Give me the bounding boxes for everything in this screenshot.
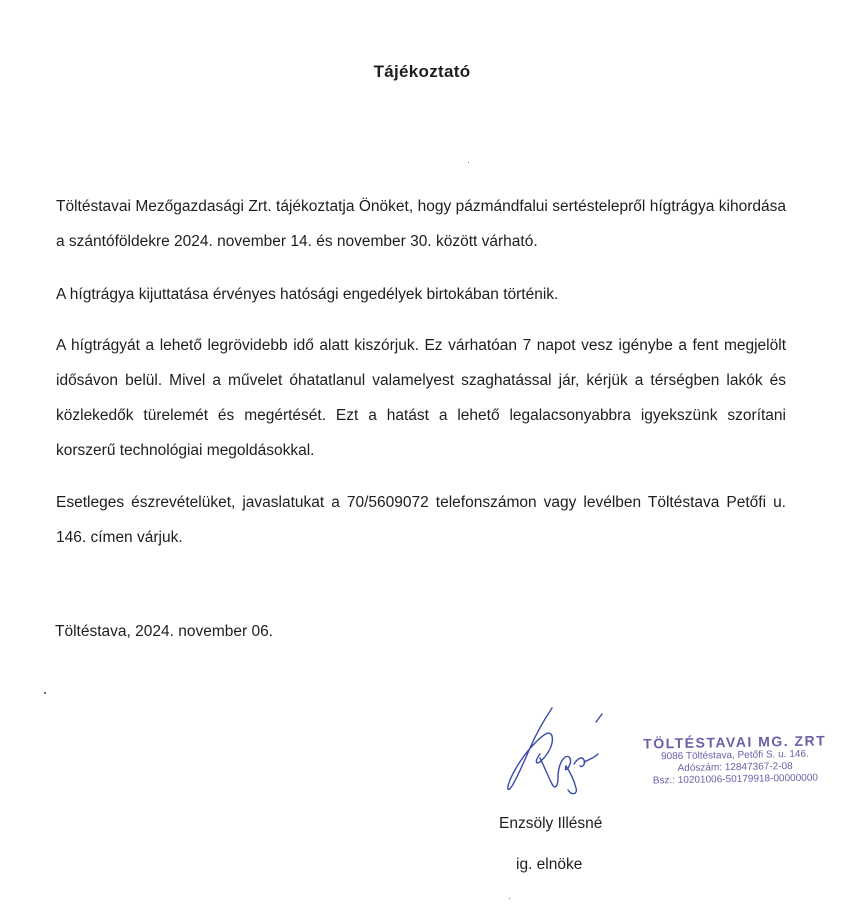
- stamp-company-name: TÖLTÉSTAVAI MG. ZRT: [643, 732, 827, 752]
- paragraph-contact: Esetleges észrevételüket, javaslatukat a 70/5609072 telefonszámon vagy levélben Töltéstava Petőfi u. 146. címen várjuk.: [56, 494, 786, 546]
- paragraph-duration: A hígtrágyát a lehető legrövidebb idő alatt kiszórjuk. Ez várhatóan 7 napot vesz igénybe a fent megjelölt idősávon belül. Mivel a művelet óhatatlanul valamelyest szaghatással jár, kérjük a térségben lakók és közlekedők türelemét és megértését. Ezt a hatást a lehető legalacsonyabbra igyekszünk szorítani korszerű technológiai megoldásokkal.: [56, 337, 786, 459]
- stamp-tax-number: Adószám: 12847367-2-08: [677, 760, 793, 775]
- signer-name: Enzsöly Illésné: [499, 815, 603, 832]
- paragraph-notice: Töltéstavai Mezőgazdasági Zrt. tájékoztatja Önöket, hogy pázmándfalui sertéstelepről hígtrágya kihordása a szántóföldekre 2024. november 14. és november 30. között várható.: [56, 198, 786, 250]
- company-stamp: [628, 732, 843, 788]
- paragraph-permits: A hígtrágya kijuttatása érvényes hatósági engedélyek birtokában történik.: [56, 286, 559, 303]
- scan-speck: [509, 898, 510, 899]
- place-date: Töltéstava, 2024. november 06.: [55, 623, 273, 640]
- stamp-address: 9086 Töltéstava, Petőfi S. u. 146.: [660, 748, 809, 763]
- page-title: Tájékoztató: [373, 62, 471, 81]
- handwritten-signature: [500, 700, 610, 800]
- stamp-bank-account: Bsz.: 10201006-50179918-00000000: [652, 772, 819, 787]
- scan-speck: [44, 692, 46, 694]
- scan-speck: [468, 162, 469, 163]
- signer-title: ig. elnöke: [516, 856, 583, 873]
